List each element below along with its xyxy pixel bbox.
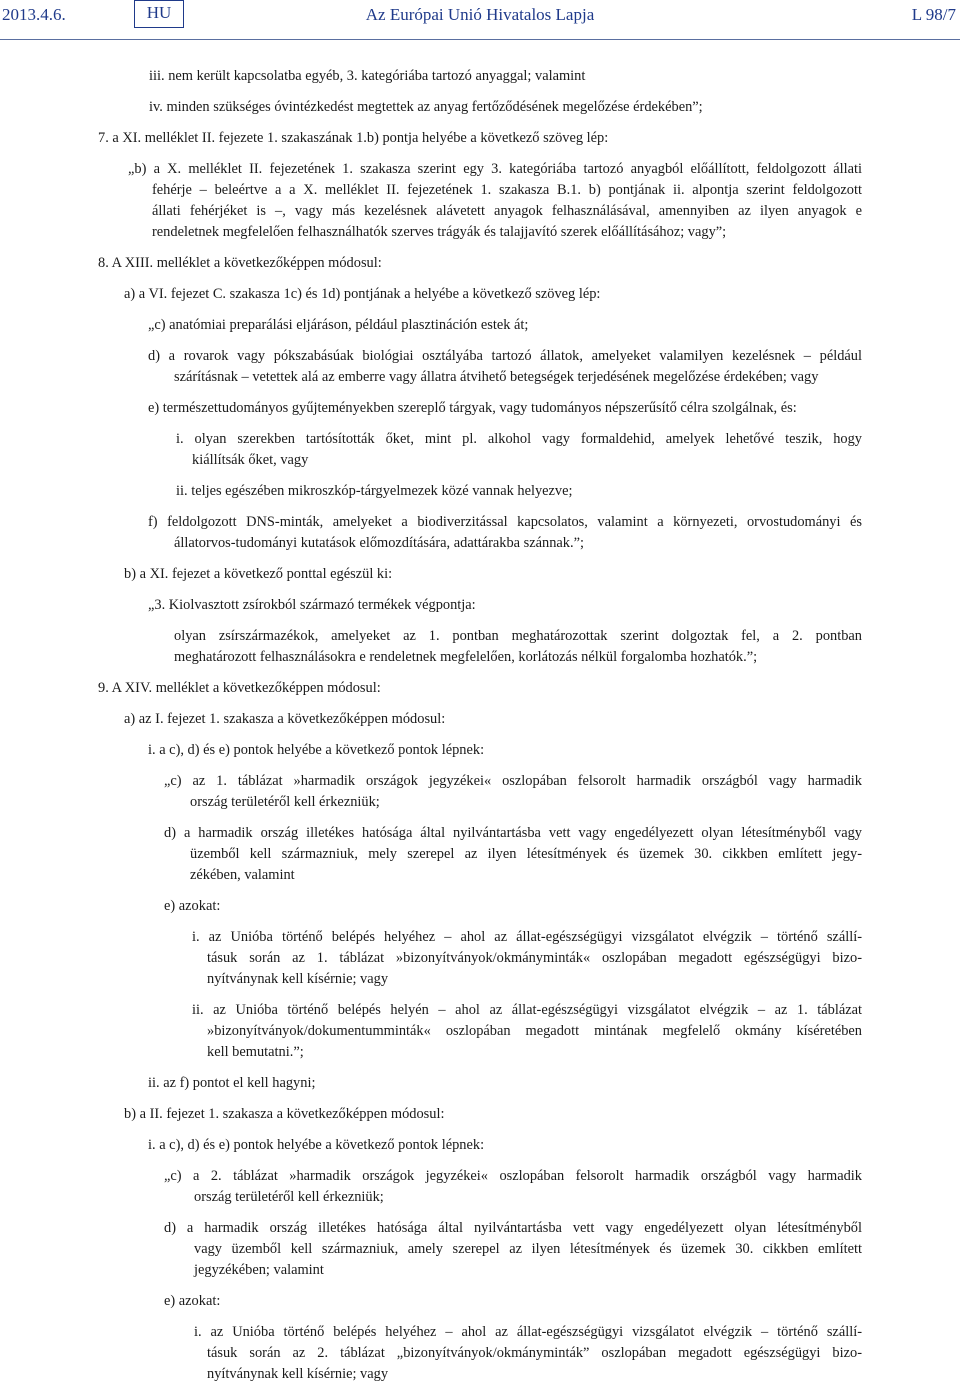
publication-date: 2013.4.6.	[2, 5, 66, 24]
text-line: »bizonyítványok/dokumentumminták« oszlopában megadott mintának megfelelő okmány kíséretében	[207, 1023, 862, 1039]
text-line: meghatározott felhasználásokra e rendeletnek megfelelően, korlátozás nélkül forgalomba hozhatók.”;	[174, 649, 758, 665]
text-line: kell bemutatni.”;	[207, 1044, 304, 1060]
text-line: d) a harmadik ország illetékes hatósága által nyilvántartásba vett vagy engedélyezett olyan létesítményből vagy	[164, 825, 862, 841]
text-line: „c) az 1. táblázat »harmadik országok jegyzékei« oszlopában felsorolt harmadik országból vagy harmadik	[164, 773, 862, 789]
text-line: i. az Unióba történő belépés helyéhez – ahol az állat-egészségügyi vizsgálatot elvégzik – történő szállí-	[194, 1324, 862, 1340]
text-line: i. a c), d) és e) pontok helyébe a következő pontok lépnek:	[148, 742, 485, 758]
text-line: ii. teljes egészében mikroszkóp-tárgyelmezek közé vannak helyezve;	[176, 483, 573, 499]
text-line: d) a rovarok vagy pókszabásúak biológiai osztályába tartozó állatok, amelyeket valamilyen kezelésnek – például	[148, 348, 862, 364]
text-line: „b) a X. melléklet II. fejezetének 1. szakasza szerint egy 3. kategóriába tartozó anyagból előállított, feldolgozott állati	[128, 161, 862, 177]
text-line: szárításnak – vetettek alá az emberre vagy állatra átvihető betegségek terjedésének megelőzése érdekében; vagy	[174, 369, 819, 385]
text-line: 9. A XIV. melléklet a következőképpen módosul:	[98, 680, 381, 696]
text-line: ország területéről kell érkezniük;	[190, 794, 380, 810]
text-line: e) azokat:	[164, 898, 221, 914]
text-line: a) a VI. fejezet C. szakasza 1c) és 1d) pontjának a helyébe a következő szöveg lép:	[124, 286, 601, 302]
text-line: b) a II. fejezet 1. szakasza a következőképpen módosul:	[124, 1106, 445, 1122]
text-line: ii. az f) pontot el kell hagyni;	[148, 1075, 316, 1091]
text-line: iv. minden szükséges óvintézkedést megtettek az anyag fertőződésének megelőzése érdekében”;	[149, 99, 703, 115]
text-line: a) az I. fejezet 1. szakasza a következőképpen módosul:	[124, 711, 446, 727]
text-line: f) feldolgozott DNS-minták, amelyeket a biodiverzitással kapcsolatos, valamint a környezeti, orvostudományi és	[148, 514, 862, 530]
text-line: ii. az Unióba történő belépés helyén – ahol az állat-egészségügyi vizsgálatot elvégzik – az 1. táblázat	[192, 1002, 862, 1018]
text-line: b) a XI. fejezet a következő ponttal egészül ki:	[124, 566, 393, 582]
journal-title: Az Európai Unió Hivatalos Lapja	[365, 5, 595, 24]
text-line: iii. nem került kapcsolatba egyéb, 3. kategóriába tartozó anyaggal; valamint	[149, 68, 586, 84]
text-line: nyítványnak kell kísérnie; vagy	[207, 971, 389, 987]
text-line: zékében, valamint	[190, 867, 295, 883]
text-line: 8. A XIII. melléklet a következőképpen módosul:	[98, 255, 382, 271]
text-line: e) természettudományos gyűjteményekben szereplő tárgyak, vagy tudományos népszerűsítő célra szolgálnak, és:	[148, 400, 797, 416]
text-line: 7. a XI. melléklet II. fejezete 1. szakaszának 1.b) pontja helyébe a következő szöveg lép:	[98, 130, 609, 146]
text-line: „3. Kiolvasztott zsírokból származó termékek végpontja:	[148, 597, 476, 613]
text-line: kiállítsák őket, vagy	[192, 452, 309, 468]
text-line: fehérje – beleértve a a X. melléklet II. fejezetének 1. szakasza B.1. b) pontjának ii. alpontja szerint feldolgozott	[152, 182, 862, 198]
text-line: nyítványnak kell kísérnie; vagy	[207, 1366, 389, 1382]
text-line: jegyzékében; valamint	[194, 1262, 324, 1278]
page-header	[0, 0, 960, 40]
text-line: „c) anatómiai preparálási eljáráson, például plasztináción estek át;	[148, 317, 529, 333]
text-line: állati fehérjéket is –, vagy más kezelésnek alávetett anyagok felhasználásával, amennyiben az ilyen anyagok e	[152, 203, 862, 219]
text-line: ország területéről kell érkezniük;	[194, 1189, 384, 1205]
text-line: rendeletnek megfelelően felhasználhatók szerves trágyák és talajjavító szerek előállításához; vagy”;	[152, 224, 727, 240]
text-line: üzemből kell származniuk, mely szerepel az ilyen létesítmények és üzemek 30. cikkben említett jegy-	[190, 846, 862, 862]
text-line: tásuk során az 1. táblázat »bizonyítványok/okmányminták« oszlopában megadott egészségügyi bizo-	[207, 950, 862, 966]
text-line: „c) a 2. táblázat »harmadik országok jegyzékei« oszlopában felsorolt harmadik országból vagy harmadik	[164, 1168, 862, 1184]
text-line: állatorvos-tudományi kutatások előmozdítására, adattárakba szánnak.”;	[174, 535, 584, 551]
text-line: tásuk során az 2. táblázat „bizonyítványok/okmányminták” oszlopában megadott egészségügyi bizo-	[207, 1345, 862, 1361]
text-line: i. a c), d) és e) pontok helyébe a következő pontok lépnek:	[148, 1137, 485, 1153]
page-number: L 98/7	[911, 5, 956, 24]
language-badge: HU	[134, 0, 184, 28]
text-line: i. az Unióba történő belépés helyéhez – ahol az állat-egészségügyi vizsgálatot elvégzik – történő szállí-	[192, 929, 862, 945]
text-line: e) azokat:	[164, 1293, 221, 1309]
text-line: i. olyan szerekben tartósították őket, mint pl. alkohol vagy formaldehid, amelyek lehetővé teszik, hogy	[176, 431, 862, 447]
text-line: d) a harmadik ország illetékes hatósága által nyilvántartásba vett vagy engedélyezett olyan létesítményből	[164, 1220, 862, 1236]
text-line: olyan zsírszármazékok, amelyeket az 1. pontban meghatározottak szerint dolgoztak fel, a 2. pontban	[174, 628, 862, 644]
text-line: vagy üzemből kell származniuk, amely szerepel az ilyen létesítmények és üzemek 30. cikkben említett	[194, 1241, 862, 1257]
